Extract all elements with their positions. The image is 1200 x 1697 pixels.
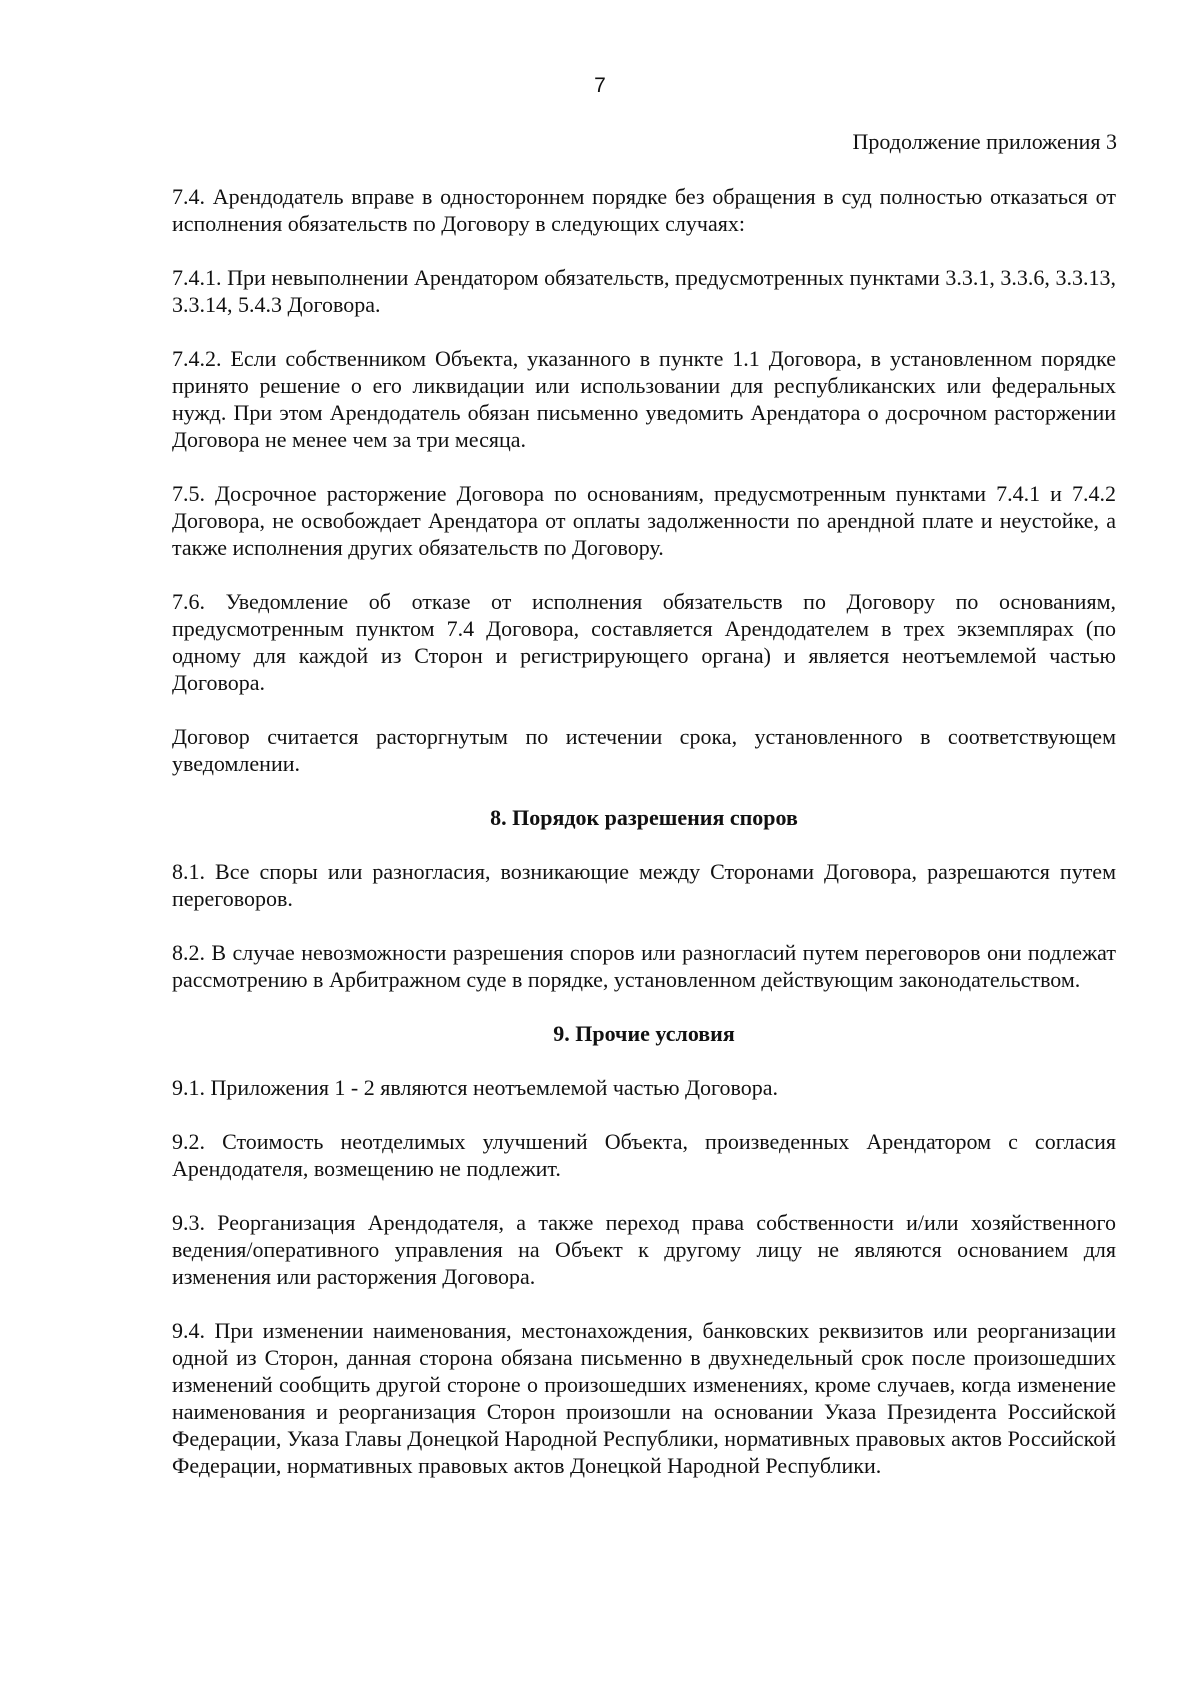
- clause-9-4: 9.4. При изменении наименования, местонахождения, банковских реквизитов или реорганизации одной из Сторон, данная сторона обязана письменно в двухнедельный срок после произошедших изменений сообщить другой стороне о произошедших изменениях, кроме случаев, когда изменение наименования и реорганизация Сторон произошли на основании Указа Президента Российской Федерации, Указа Главы Донецкой Народной Республики, нормативных правовых актов Российской Федерации, нормативных правовых актов Донецкой Народной Республики.: [172, 1318, 1116, 1478]
- document-body: [172, 183, 1116, 1506]
- page-number: 7: [594, 74, 606, 97]
- clause-9-1: 9.1. Приложения 1 - 2 являются неотъемлемой частью Договора.: [172, 1075, 779, 1100]
- clause-8-1: 8.1. Все споры или разногласия, возникающие между Сторонами Договора, разрешаются путем переговоров.: [172, 859, 1116, 911]
- section-heading-9: 9. Прочие условия: [553, 1021, 735, 1046]
- clause-7-6: 7.6. Уведомление об отказе от исполнения обязательств по Договору по основаниям, предусмотренным пунктом 7.4 Договора, составляется Арендодателем в трех экземплярах (по одному для каждой из Сторон и регистрирующего органа) и является неотъемлемой частью Договора.: [172, 589, 1116, 695]
- continuation-note: Продолжение приложения 3: [852, 129, 1117, 154]
- section-heading-8: 8. Порядок разрешения споров: [490, 805, 798, 830]
- clause-7-4-2: 7.4.2. Если собственником Объекта, указанного в пункте 1.1 Договора, в установленном порядке принято решение о его ликвидации или использовании для республиканских или федеральных нужд. При этом Арендодатель обязан письменно уведомить Арендатора о досрочном расторжении Договора не менее чем за три месяца.: [172, 346, 1116, 452]
- clause-7-4: 7.4. Арендодатель вправе в одностороннем порядке без обращения в суд полностью отказаться от исполнения обязательств по Договору в следующих случаях:: [172, 184, 1116, 236]
- clause-9-3: 9.3. Реорганизация Арендодателя, а также переход права собственности и/или хозяйственного ведения/оперативного управления на Объект к другому лицу не являются основанием для изменения или расторжения Договора.: [172, 1210, 1116, 1289]
- clause-7-5: 7.5. Досрочное расторжение Договора по основаниям, предусмотренным пунктами 7.4.1 и 7.4.2 Договора, не освобождает Арендатора от оплаты задолженности по арендной плате и неустойке, а также исполнения других обязательств по Договору.: [172, 481, 1116, 560]
- clause-7-4-1: 7.4.1. При невыполнении Арендатором обязательств, предусмотренных пунктами 3.3.1, 3.3.6, 3.3.13, 3.3.14, 5.4.3 Договора.: [172, 265, 1116, 317]
- clause-9-2: 9.2. Стоимость неотделимых улучшений Объекта, произведенных Арендатором с согласия Арендодателя, возмещению не подлежит.: [172, 1129, 1116, 1181]
- clause-8-2: 8.2. В случае невозможности разрешения споров или разногласий путем переговоров они подлежат рассмотрению в Арбитражном суде в порядке, установленном действующим законодательством.: [172, 940, 1116, 992]
- clause-7-6-note: Договор считается расторгнутым по истечении срока, установленного в соответствующем уведомлении.: [172, 724, 1116, 776]
